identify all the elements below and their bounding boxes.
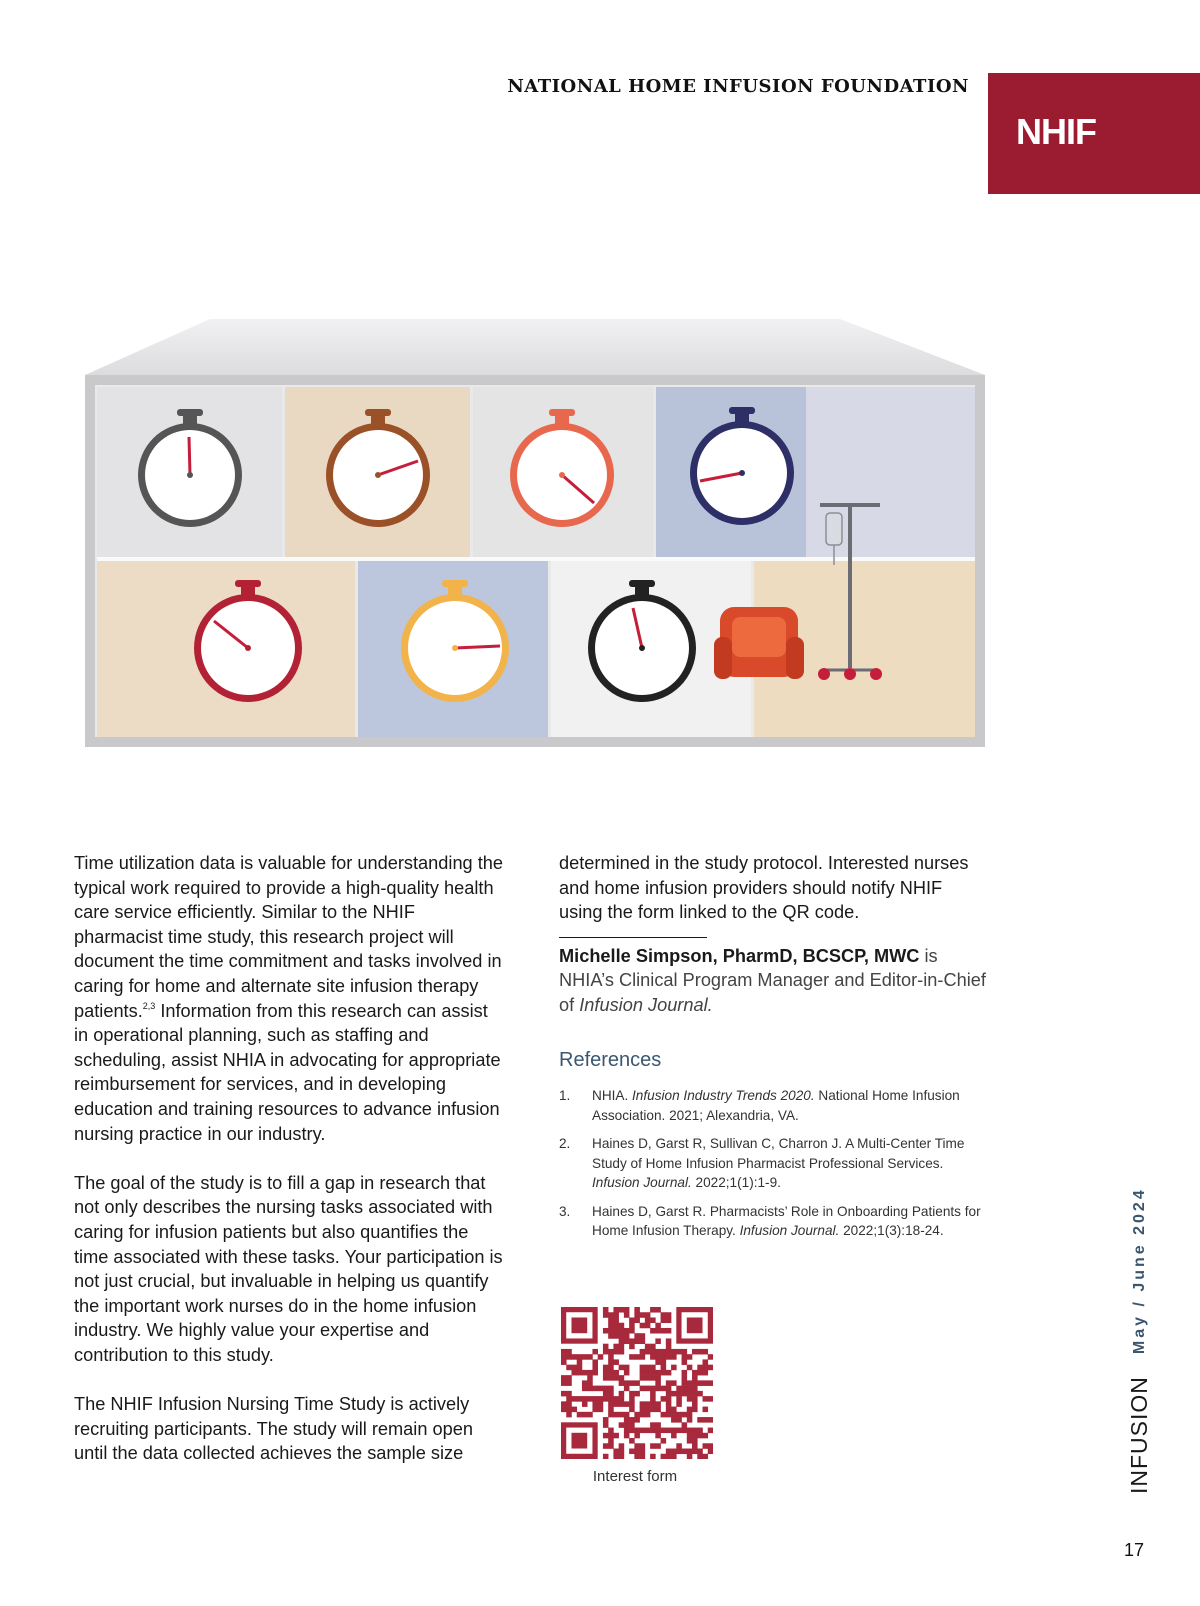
author-bio: Michelle Simpson, PharmD, BCSCP, MWC is NHIA’s Clinical Program Manager and Editor-in-Chief of Infusion Journal. [559, 945, 986, 1015]
time-study-illustration [80, 315, 990, 760]
qr-code-icon[interactable] [561, 1307, 713, 1459]
reference-item: 2. Haines D, Garst R, Sullivan C, Charron J. A Multi-Center Time Study of Home Infusion Pharmacist Professional Services. Infusion Journal. 2022;1(1):1-9. [559, 1136, 965, 1191]
issue-sidebar [1126, 1187, 1153, 1494]
article-paragraph: determined in the study protocol. Interested nurses and home infusion providers should notify NHIF using the form linked to the QR code. [559, 853, 969, 923]
article-column-left [74, 851, 504, 1490]
references-list [559, 1086, 989, 1241]
page-number: 17 [1124, 1540, 1145, 1560]
issue-date: May / June 2024 [1130, 1187, 1148, 1355]
author-divider [559, 937, 707, 938]
citation-superscript: 2,3 [142, 1000, 156, 1011]
reference-item: 1. NHIA. Infusion Industry Trends 2020. National Home Infusion Association. 2021; Alexandria, VA. [559, 1088, 960, 1123]
nhif-logo [988, 73, 1200, 194]
author-name: Michelle Simpson, PharmD, BCSCP, MWC [559, 945, 920, 966]
logo-text: NHIF [1016, 111, 1096, 152]
reference-item: 3. Haines D, Garst R. Pharmacists’ Role in Onboarding Patients for Home Infusion Therapy. Infusion Journal. 2022;1(3):18-24. [559, 1203, 981, 1239]
article-paragraph: The NHIF Infusion Nursing Time Study is actively recruiting participants. The study will remain open until the data collected achieves the sample size [74, 1394, 473, 1464]
qr-caption: Interest form [592, 1468, 678, 1485]
armchair-icon [714, 607, 804, 679]
references-heading: References [559, 1048, 662, 1071]
article-column-right [559, 851, 989, 1250]
org-name: NATIONAL HOME INFUSION FOUNDATION [507, 76, 969, 97]
infusion-brand-logo: INFUSION [1126, 1376, 1152, 1494]
article-paragraph: Time utilization data is valuable for understanding the typical work required to provide a high-quality health care service efficiently. Similar to the NHIF pharmacist time study, this research project will document the time commitment and tasks involved in caring for home and alternate site infusion therapy patients.$^{2,3}$ Information from this research can assist in operational planning, such as staffing and scheduling, assist NHIA in advocating for appropriate reimbursement for services, and in developing education and training resources to advance infusion nursing practice in our industry. [74, 853, 504, 1144]
article-paragraph: The goal of the study is to fill a gap in research that not only describes the nursing tasks associated with caring for infusion patients but also quantifies the time associated with these tasks. Your participation is not just crucial, but invaluable in helping us quantify the important work nurses do in the home infusion industry. We highly value your expertise and contribution to this study. [74, 1172, 503, 1365]
journal-name: Infusion Journal. [579, 994, 713, 1015]
